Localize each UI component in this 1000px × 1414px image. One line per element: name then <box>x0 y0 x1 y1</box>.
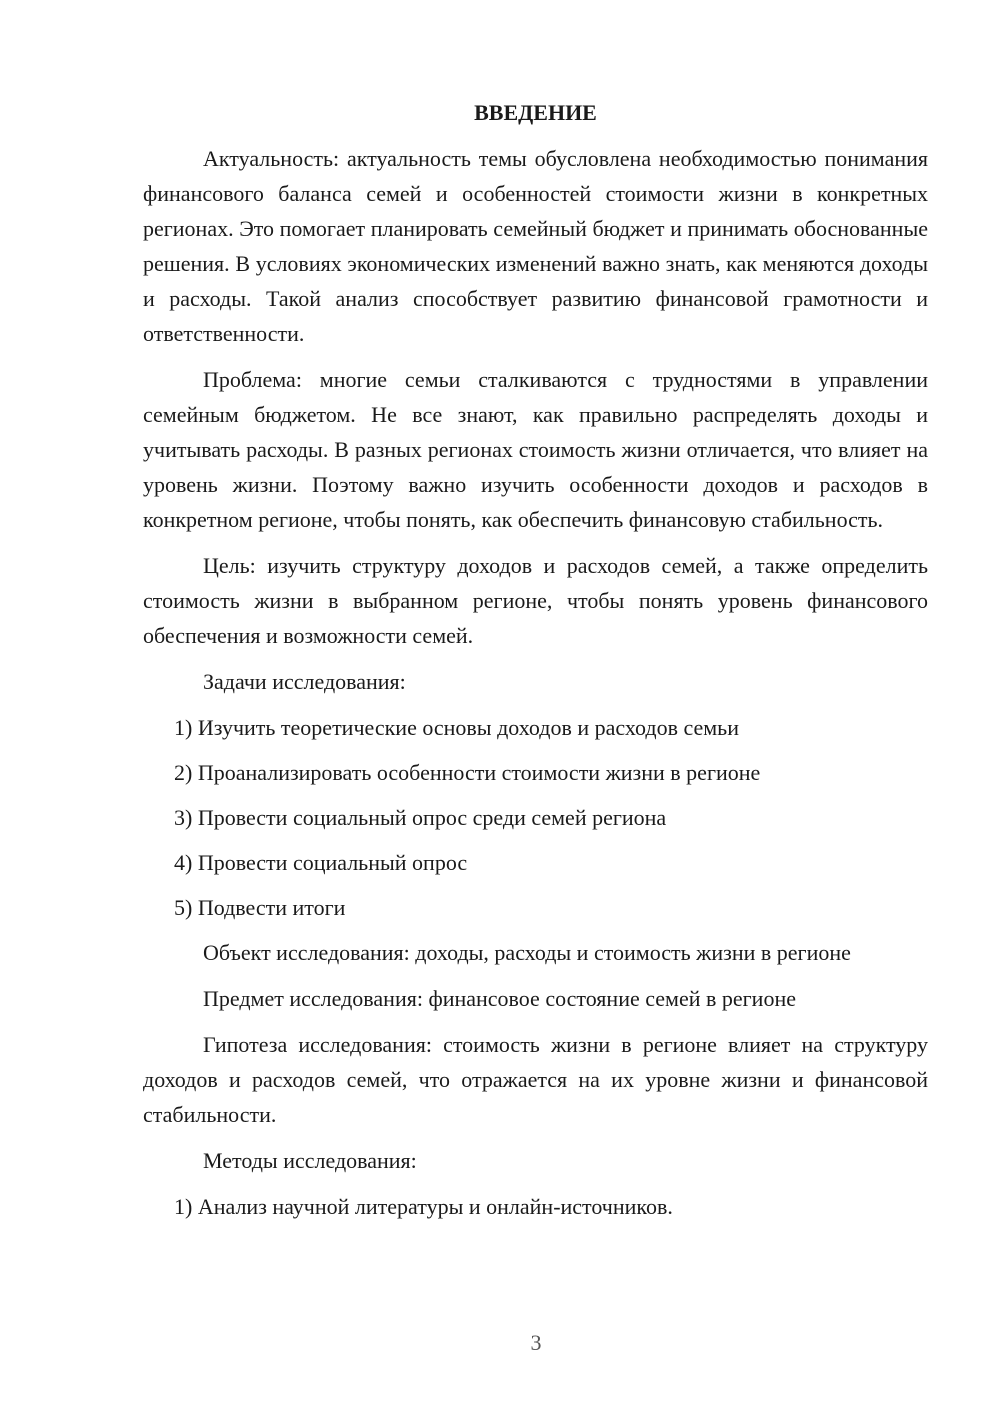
list-item: 1) Анализ научной литературы и онлайн-источников. <box>174 1194 673 1219</box>
relevance-paragraph: Актуальность: актуальность темы обусловлена необходимостью понимания финансового баланса семей и особенностей стоимости жизни в конкретных регионах. Это помогает планировать семейный бюджет и принимать обоснованные решения. В условиях экономических изменений важно знать, как меняются доходы и расходы. Такой анализ способствует развитию финансовой грамотности и ответственности. <box>143 146 928 346</box>
page-title: ВВЕДЕНИЕ <box>474 100 597 125</box>
list-item: 1) Изучить теоретические основы доходов и расходов семьи <box>174 715 739 740</box>
list-item: 5) Подвести итоги <box>174 895 346 920</box>
hypothesis-paragraph: Гипотеза исследования: стоимость жизни в регионе влияет на структуру доходов и расходов семей, что отражается на их уровне жизни и финансовой стабильности. <box>143 1032 928 1127</box>
subject-paragraph: Предмет исследования: финансовое состояние семей в регионе <box>203 986 796 1011</box>
object-paragraph: Объект исследования: доходы, расходы и стоимость жизни в регионе <box>203 940 851 965</box>
list-item: 3) Провести социальный опрос среди семей региона <box>174 805 667 830</box>
tasks-heading: Задачи исследования: <box>203 669 406 694</box>
document-page <box>143 95 928 1234</box>
problem-paragraph: Проблема: многие семьи сталкиваются с трудностями в управлении семейным бюджетом. Не все знают, как правильно распределять доходы и учитывать расходы. В разных регионах стоимость жизни отличается, что влияет на уровень жизни. Поэтому важно изучить особенности доходов и расходов в конкретном регионе, чтобы понять, как обеспечить финансовую стабильность. <box>143 367 928 532</box>
methods-list <box>143 1189 928 1224</box>
tasks-list <box>143 710 928 925</box>
methods-heading: Методы исследования: <box>203 1148 417 1173</box>
list-item: 2) Проанализировать особенности стоимости жизни в регионе <box>174 760 761 785</box>
page-number: 3 <box>530 1330 542 1355</box>
goal-paragraph: Цель: изучить структуру доходов и расходов семей, а также определить стоимость жизни в выбранном регионе, чтобы понять уровень финансового обеспечения и возможности семей. <box>143 553 928 648</box>
list-item: 4) Провести социальный опрос <box>174 850 468 875</box>
